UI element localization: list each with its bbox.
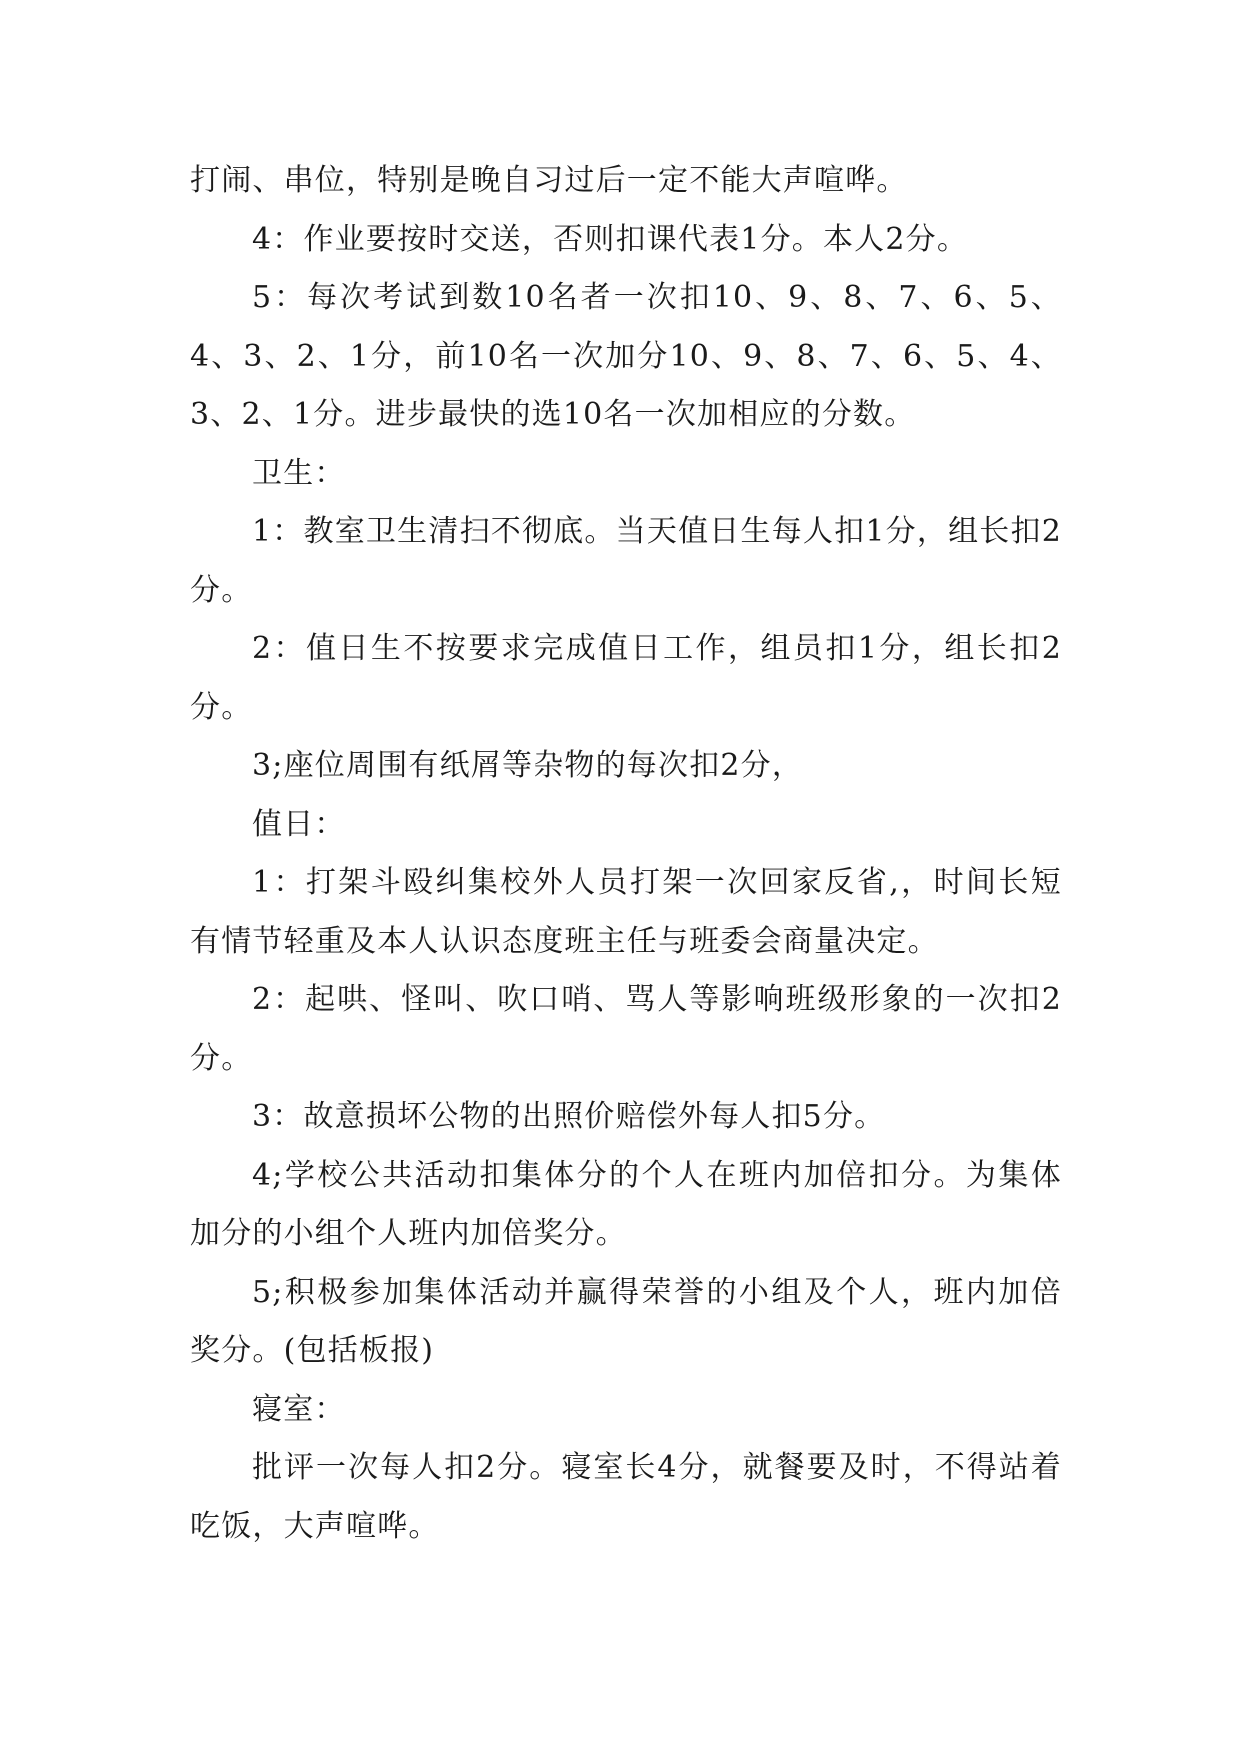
section-heading-dormitory: 寝室： — [252, 1391, 346, 1427]
rule-item-school-activities: 4;学校公共活动扣集体分的个人在班内加倍扣分。为集体加分的小组个人班内加倍奖分。 — [190, 1157, 1062, 1251]
rule-item-classroom-cleaning: 1：教室卫生清扫不彻底。当天值日生每人扣1分，组长扣2分。 — [190, 514, 1062, 608]
paragraph-continuation: 打闹、串位，特别是晚自习过后一定不能大声喧哗。 — [190, 163, 908, 198]
section-heading-hygiene: 卫生： — [252, 455, 346, 491]
rule-item-exam-ranking: 5：每次考试到数10名者一次扣10、9、8、7、6、5、4、3、2、1分，前10名一次加分10、9、8、7、6、5、4、3、2、1分。进步最快的选10名一次加相应的分数。 — [190, 280, 1062, 432]
rule-item-dormitory: 批评一次每人扣2分。寝室长4分，就餐要及时，不得站着吃饭，大声喧哗。 — [190, 1450, 1062, 1544]
rule-item-disruptive-behavior: 2：起哄、怪叫、吹口哨、骂人等影响班级形象的一次扣2分。 — [190, 982, 1062, 1076]
document-body — [190, 152, 1062, 1556]
rule-item-homework: 4：作业要按时交送，否则扣课代表1分。本人2分。 — [252, 221, 969, 257]
rule-item-collective-honor: 5;积极参加集体活动并赢得荣誉的小组及个人，班内加倍奖分。(包括板报) — [190, 1274, 1062, 1368]
section-heading-duty: 值日： — [252, 806, 346, 842]
rule-item-fighting: 1：打架斗殴纠集校外人员打架一次回家反省,，时间长短有情节轻重及本人认识态度班主任与班委会商量决定。 — [190, 865, 1062, 959]
rule-item-seat-litter: 3;座位周围有纸屑等杂物的每次扣2分， — [252, 748, 804, 783]
rule-item-property-damage: 3：故意损坏公物的出照价赔偿外每人扣5分。 — [252, 1099, 886, 1134]
rule-item-duty-work: 2：值日生不按要求完成值日工作，组员扣1分，组长扣2分。 — [190, 631, 1062, 725]
